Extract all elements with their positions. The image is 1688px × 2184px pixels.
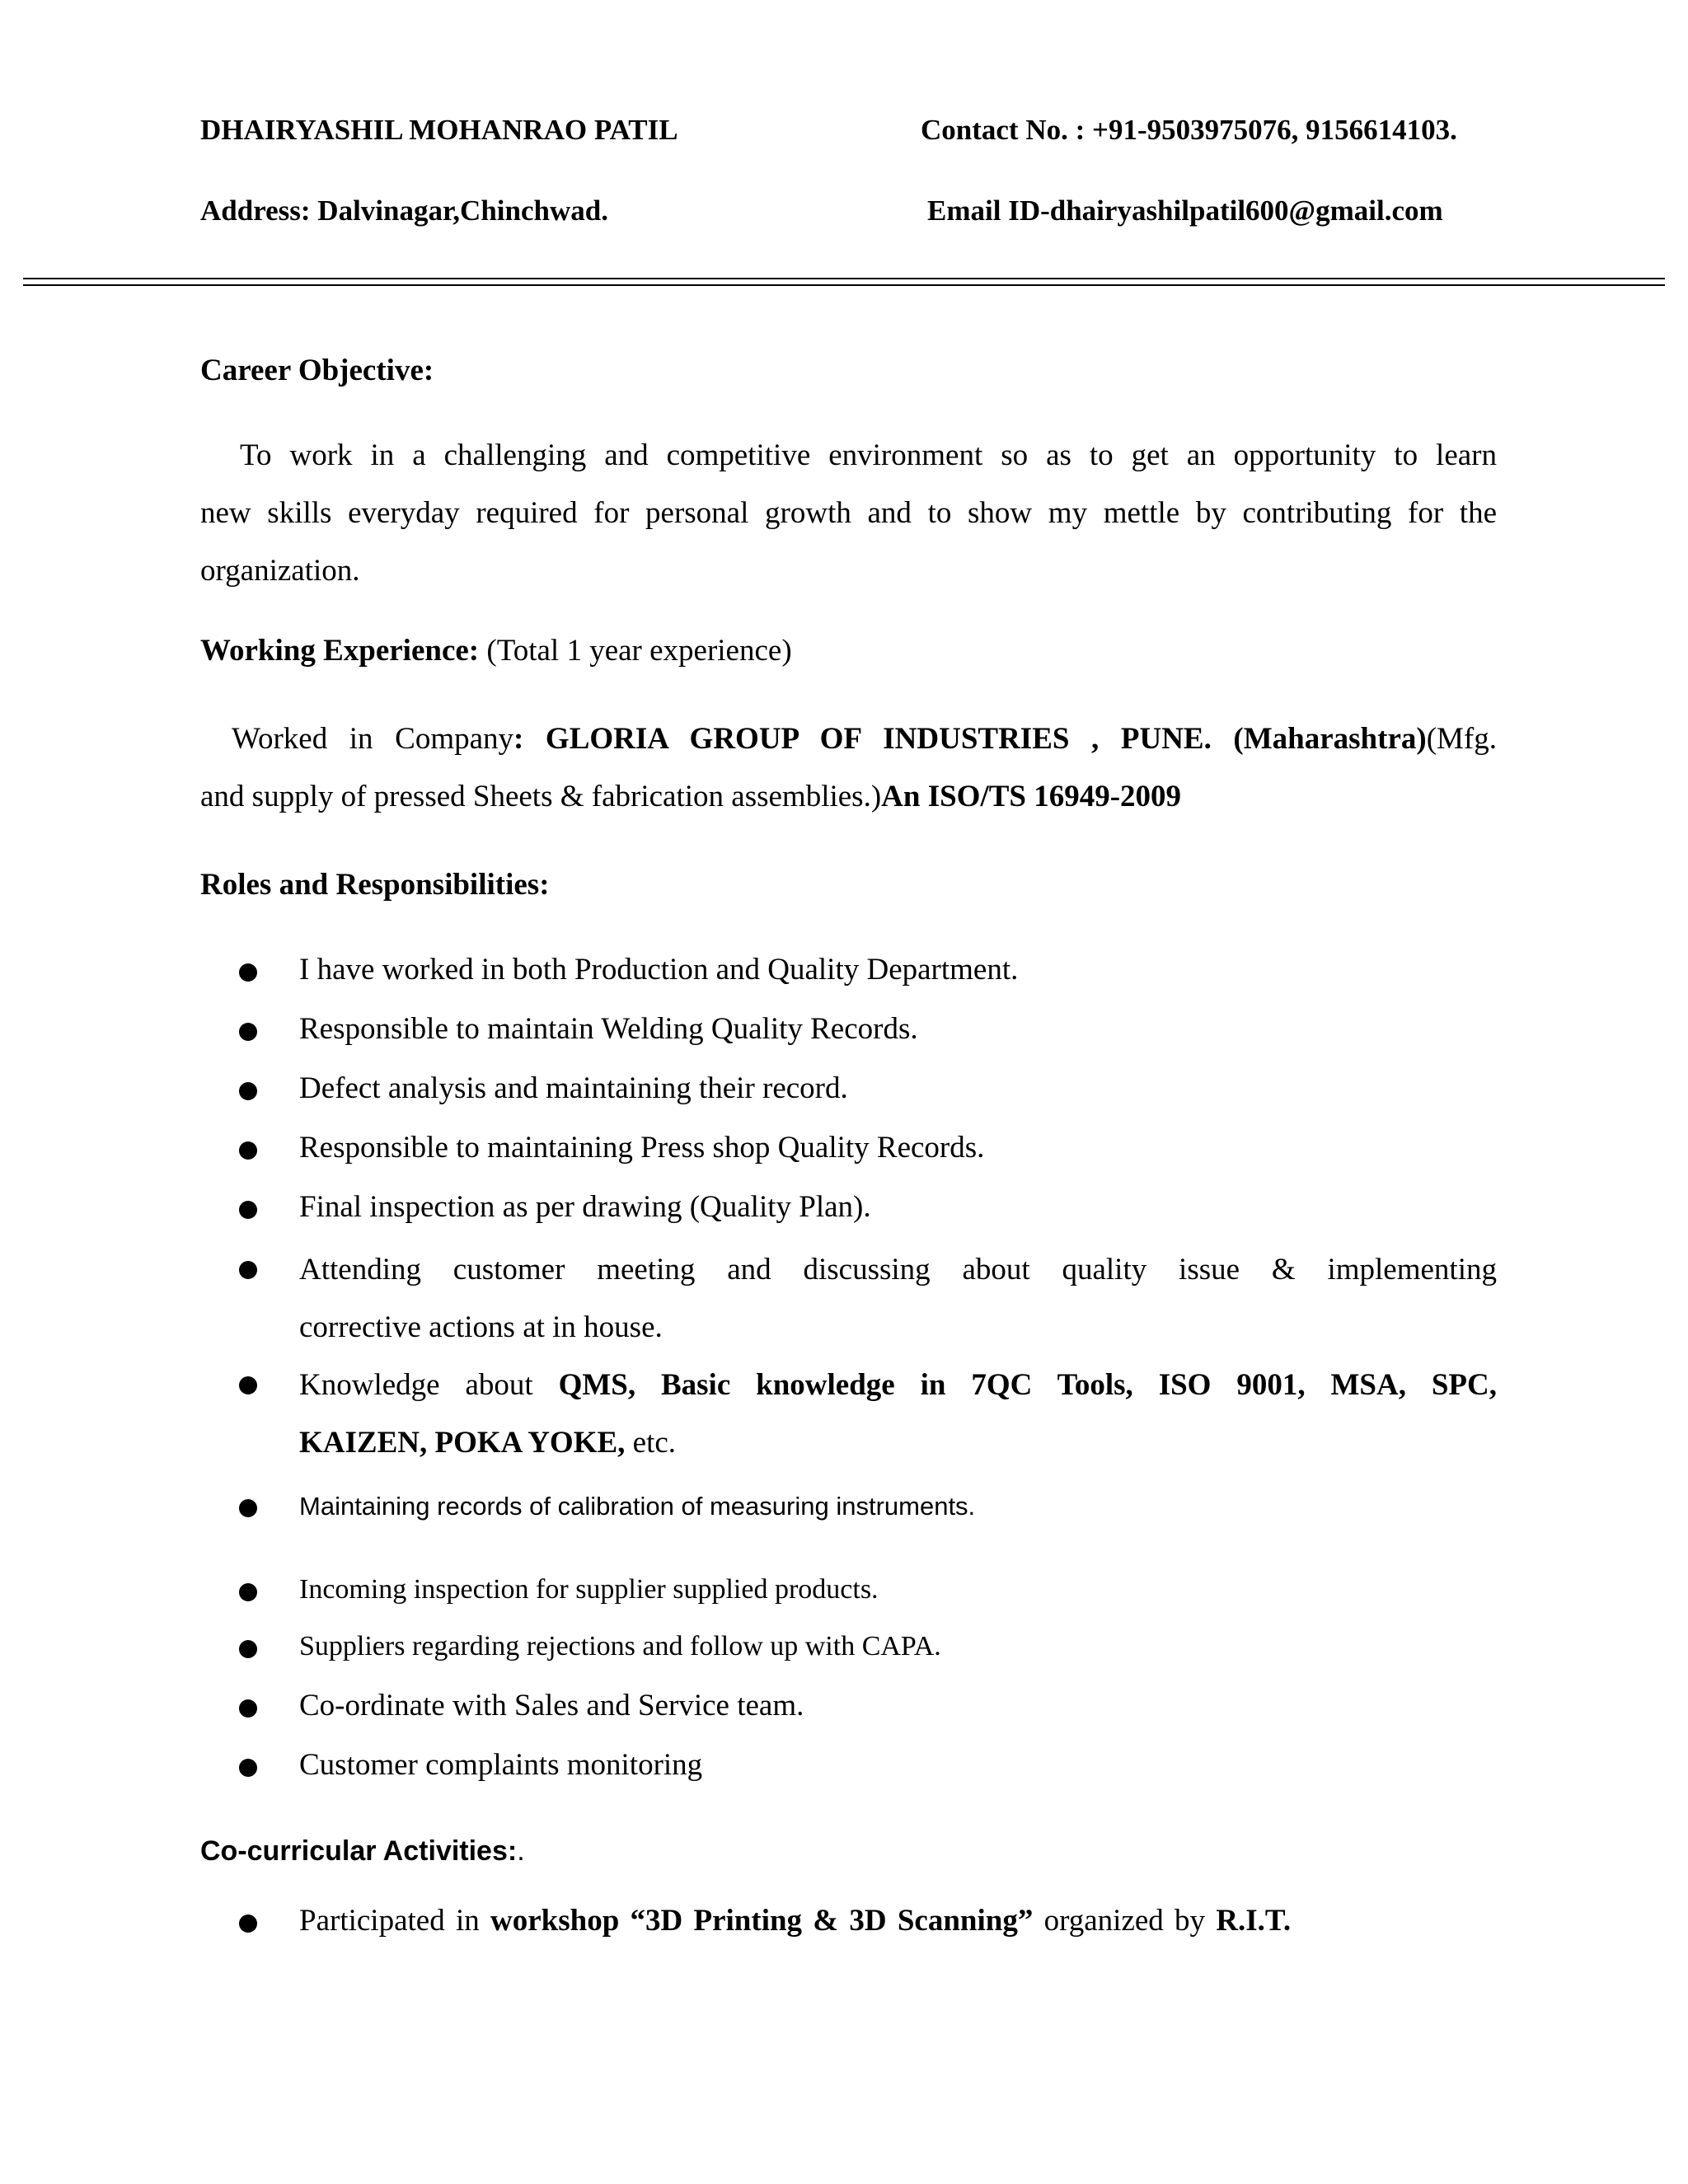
- role-item: Customer complaints monitoring: [299, 1748, 703, 1782]
- workshop-title: workshop “3D Printing & 3D Scanning”: [490, 1904, 1034, 1938]
- career-line-1: To work in a challenging and competitive environment so as to get an opportunity to learn: [240, 438, 1497, 472]
- working-experience-heading: Working Experience:: [200, 634, 480, 668]
- bullet-dot: [239, 1201, 257, 1219]
- bullet-dot: [239, 1499, 257, 1517]
- role-item: Final inspection as per drawing (Quality Plan).: [299, 1190, 871, 1224]
- header-divider-bottom: [23, 284, 1665, 286]
- role-item: Suppliers regarding rejections and follow up with CAPA.: [299, 1631, 941, 1661]
- company-line-2: [200, 768, 1497, 826]
- role-item: Maintaining records of calibration of measuring instruments.: [299, 1492, 976, 1521]
- career-objective-heading: Career Objective:: [200, 354, 434, 387]
- working-experience-line: [200, 633, 792, 668]
- bullet-dot: [239, 1759, 257, 1777]
- total-experience: (Total 1 year experience): [486, 634, 792, 668]
- role-item: Responsible to maintaining Press shop Quality Records.: [299, 1131, 985, 1165]
- bullet-dot: [239, 1640, 257, 1658]
- bullet-dot: [239, 1583, 257, 1601]
- cocurricular-part-1: Participated in: [299, 1904, 480, 1938]
- cocurricular-part-3: organized by: [1043, 1904, 1206, 1938]
- career-line-3: organization.: [200, 554, 360, 588]
- role-item: Co-ordinate with Sales and Service team.: [299, 1689, 804, 1722]
- role-item: Defect analysis and maintaining their record.: [299, 1071, 848, 1105]
- career-line-2: new skills everyday required for personal growth and to show my mettle by contributing for the: [200, 496, 1497, 530]
- email: Email ID-dhairyashilpatil600@gmail.com: [927, 194, 1443, 227]
- contact-number: Contact No. : +91-9503975076, 9156614103.: [921, 114, 1457, 146]
- cocurricular-heading-line: [200, 1835, 525, 1868]
- role-item-continuation: corrective actions at in house.: [299, 1310, 663, 1344]
- company-intro: Worked in Company: [232, 722, 514, 756]
- company-products: and supply of pressed Sheets & fabrication assemblies.): [200, 780, 882, 813]
- company-mfg: (Mfg.: [1426, 722, 1497, 756]
- role-item-multiline: [299, 1241, 1497, 1357]
- role-item: Incoming inspection for supplier supplied products.: [299, 1574, 879, 1605]
- company-paragraph: [200, 710, 1497, 826]
- header-divider-top: [23, 278, 1665, 279]
- bullet-dot: [239, 1082, 257, 1100]
- bullet-dot: [239, 963, 257, 982]
- roles-heading: Roles and Responsibilities:: [200, 868, 550, 902]
- organizer: R.I.T.: [1216, 1904, 1292, 1938]
- bullet-dot: [239, 1376, 257, 1394]
- knowledge-etc: etc.: [632, 1426, 677, 1460]
- role-item: I have worked in both Production and Quality Department.: [299, 953, 1019, 987]
- company-name: : GLORIA GROUP OF INDUSTRIES , PUNE. (Maharashtra): [513, 722, 1427, 756]
- cocurricular-heading-tail: .: [517, 1835, 525, 1867]
- knowledge-intro: Knowledge about: [299, 1368, 533, 1402]
- cocurricular-heading: Co-curricular Activities:: [200, 1835, 518, 1867]
- role-item-multiline: [299, 1357, 1497, 1472]
- company-certification: An ISO/TS 16949-2009: [881, 780, 1182, 813]
- company-line-1: [200, 710, 1497, 768]
- bullet-dot: [239, 1023, 257, 1041]
- cocurricular-item: [299, 1903, 1291, 1938]
- bullet-dot: [239, 1699, 257, 1718]
- address: Address: Dalvinagar,Chinchwad.: [200, 194, 608, 227]
- knowledge-topics: QMS, Basic knowledge in 7QC Tools, ISO 9001, MSA, SPC,: [558, 1368, 1497, 1402]
- role-item: Responsible to maintain Welding Quality Records.: [299, 1012, 918, 1046]
- career-objective-text: [200, 427, 1497, 600]
- knowledge-topics-2: KAIZEN, POKA YOKE,: [299, 1426, 626, 1460]
- bullet-dot: [239, 1141, 257, 1160]
- role-item: [299, 1357, 1497, 1414]
- candidate-name: DHAIRYASHIL MOHANRAO PATIL: [200, 114, 678, 146]
- role-item: Attending customer meeting and discussing about quality issue & implementing: [299, 1253, 1497, 1286]
- role-item-continuation: [299, 1414, 1497, 1472]
- bullet-dot: [239, 1261, 257, 1279]
- bullet-dot: [239, 1915, 257, 1933]
